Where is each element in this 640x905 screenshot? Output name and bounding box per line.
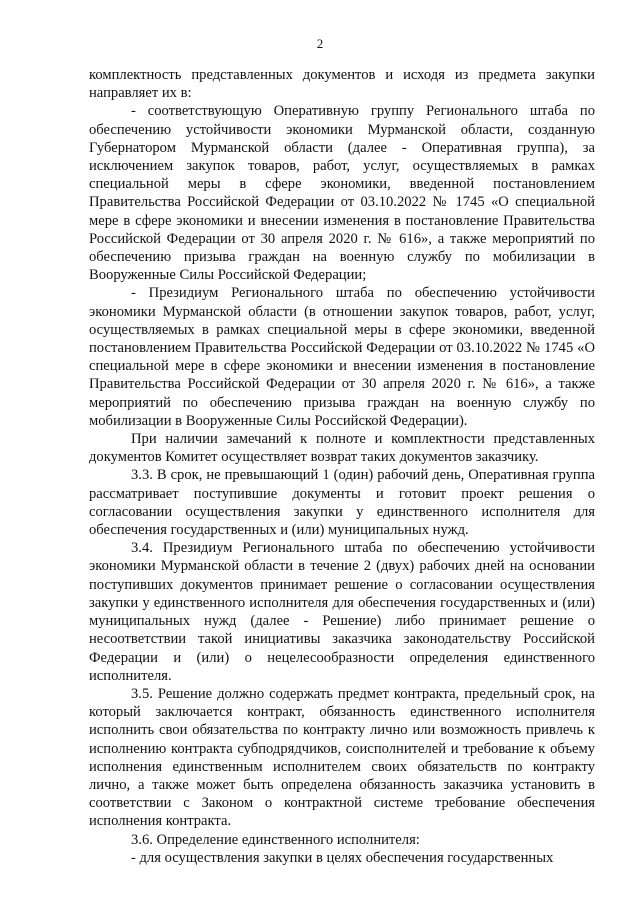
- paragraph-clause-3-4: 3.4. Президиум Регионального штаба по обеспечению устойчивости экономики Мурманской области в течение 2 (двух) рабочих дней на основании поступивших документов принимает решение о согласовании осуществления закупки у единственного исполнителя для обеспечения государственных и (или) муниципальных нужд (далее - Решение) либо принимает решение о несоответствии такой инициативы заказчика законодательству Российской Федерации и (или) о нецелесообразности определения единственного исполнителя.: [89, 540, 595, 684]
- paragraph-operative-group-item: - соответствующую Оперативную группу Регионального штаба по обеспечению устойчивости экономики Мурманской области, созданную Губернатором Мурманской области (далее - Оперативная группа), за исключением закупок товаров, работ, услуг, осуществляемых в рамках специальной меры в сфере экономики, введенной постановлением Правительства Российской Федерации от 03.10.2022 № 1745 «О специальной мере в сфере экономики и внесении изменения в постановление Правительства Российской Федерации от 30 апреля 2020 г. № 616», а также мероприятий по обеспечению призыва граждан на военную службу по мобилизации в Вооруженные Силы Российской Федерации;: [89, 103, 595, 284]
- paragraph-presidium-item: - Президиум Регионального штаба по обеспечению устойчивости экономики Мурманской области (в отношении закупок товаров, работ, услуг, осуществляемых в рамках специальной меры в сфере экономики, введенной постановлением Правительства Российской Федерации от 03.10.2022 № 1745 «О специальной мере в сфере экономики и внесении изменения в постановление Правительства Российской Федерации от 30 апреля 2020 г. № 616», а также мероприятий по обеспечению призыва граждан на военную службу по мобилизации в Вооруженные Силы Российской Федерации).: [89, 285, 595, 429]
- paragraph-clause-3-5: 3.5. Решение должно содержать предмет контракта, предельный срок, на который заключается контракт, обязанность единственного исполнителя исполнить свои обязательства по контракту лично или возможность привлечь к исполнению контракта субподрядчиков, соисполнителей и требование к объему исполнения единственным исполнителем своих обязательств по контракту лично, а также может быть определена обязанность заказчика установить в соответствии с Законом о контрактной системе требование обеспечения исполнения контракта.: [89, 685, 595, 830]
- page-number: 2: [316, 36, 324, 51]
- paragraph-continuation: комплектность представленных документов и исходя из предмета закупки направляет их в:: [89, 67, 595, 102]
- document-body: [89, 66, 595, 867]
- paragraph-clause-3-3: 3.3. В срок, не превышающий 1 (один) рабочий день, Оперативная группа рассматривает поступившие документы и готовит проект решения о согласовании осуществления закупки у единственного исполнителя для обеспечения государственных и (или) муниципальных нужд.: [89, 467, 595, 539]
- paragraph-remarks-return: При наличии замечаний к полноте и комплектности представленных документов Комитет осуществляет возврат таких документов заказчику.: [89, 431, 595, 466]
- paragraph-clause-3-6: 3.6. Определение единственного исполнителя:: [131, 831, 420, 848]
- paragraph-clause-3-6-item: - для осуществления закупки в целях обеспечения государственных: [131, 849, 554, 866]
